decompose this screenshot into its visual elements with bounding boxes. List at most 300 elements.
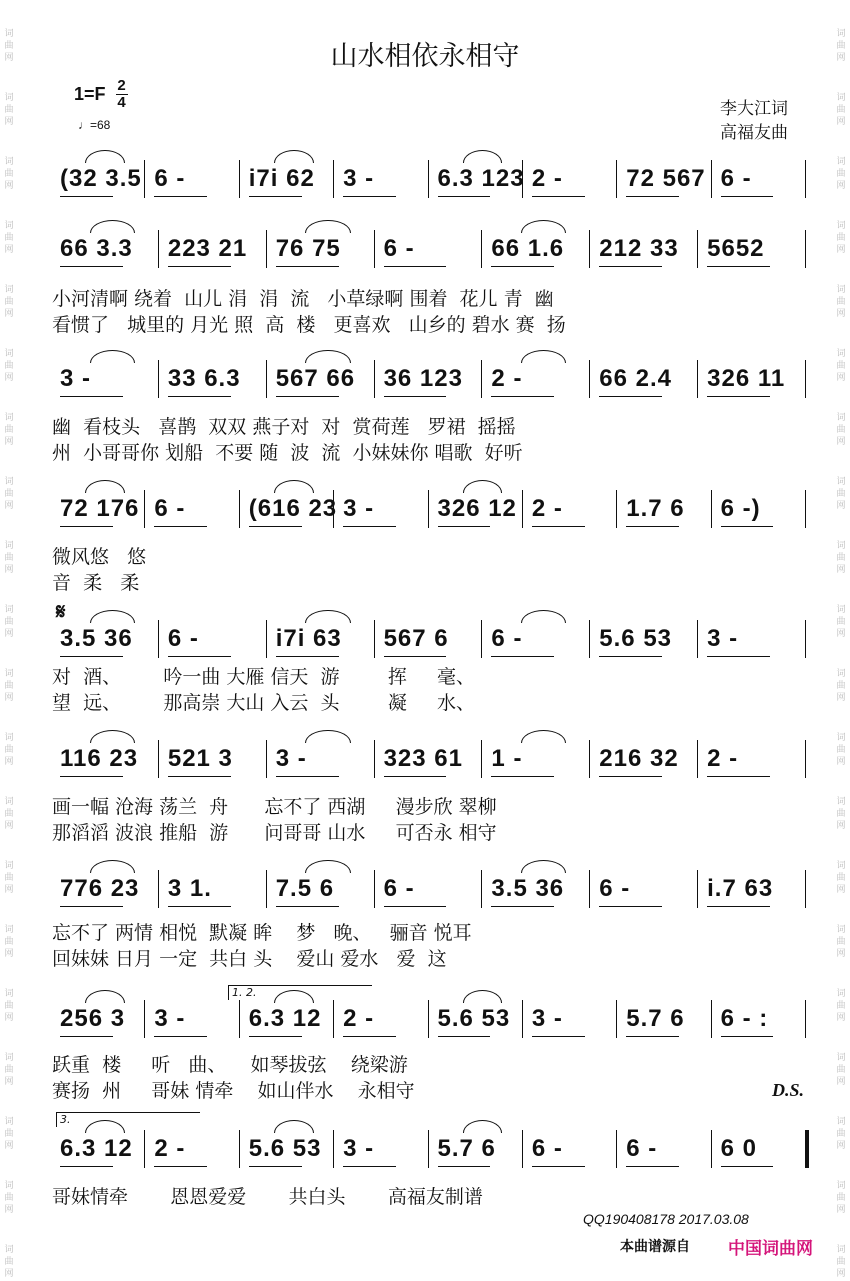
beam-line	[60, 1036, 113, 1037]
beam-line	[60, 266, 123, 267]
measure: 72 176	[60, 495, 140, 522]
barline	[158, 740, 159, 778]
barline	[158, 870, 159, 908]
measure: 6 -	[167, 625, 199, 652]
beam-line	[276, 656, 339, 657]
watermark-glyphs: 词 曲 网	[4, 925, 14, 959]
measure: i7i 63	[275, 625, 342, 652]
measure: 256 3	[60, 1005, 126, 1032]
score-row	[52, 1124, 807, 1174]
measure: 6 - :	[720, 1005, 769, 1032]
tie-arc	[521, 220, 566, 233]
beam-line	[384, 396, 447, 397]
measure: 6 -	[599, 875, 631, 902]
final-barline	[805, 1130, 809, 1168]
barline	[158, 620, 159, 658]
barline	[805, 360, 806, 398]
tie-arc	[521, 730, 566, 743]
beam-line	[60, 1166, 113, 1167]
watermark-glyphs: 词 曲 网	[836, 349, 846, 383]
composer: 高福友曲	[720, 123, 788, 143]
watermark-glyphs: 词 曲 网	[4, 93, 14, 127]
barline	[481, 360, 482, 398]
watermark-glyphs: 词 曲 网	[836, 1245, 846, 1279]
lyric-line: 回妹妹 日月 一定 共白 头 爱山 爱水 爱 这	[52, 948, 447, 970]
measure: (32 3.5	[60, 165, 142, 192]
beam-line	[249, 526, 302, 527]
watermark-glyphs: 词 曲 网	[836, 157, 846, 191]
beam-line	[276, 906, 339, 907]
barline	[374, 740, 375, 778]
watermark-glyphs: 词 曲 网	[836, 925, 846, 959]
measure: 6.3 123	[437, 165, 525, 192]
beam-line	[491, 266, 554, 267]
tie-arc	[90, 220, 135, 233]
tie-arc	[274, 480, 314, 493]
lyric-line: 对 酒、 吟一曲 大雁 信天 游 挥 毫、	[52, 666, 476, 688]
watermark-glyphs: 词 曲 网	[4, 1117, 14, 1151]
beam-line	[154, 1036, 207, 1037]
lyric-line: 画一幅 沧海 荡兰 舟 忘不了 西湖 漫步欣 翠柳	[52, 796, 497, 818]
measure: 7.5 6	[275, 875, 335, 902]
barline	[697, 740, 698, 778]
barline	[805, 1000, 806, 1038]
watermark-glyphs: 词 曲 网	[836, 541, 846, 575]
barline	[266, 360, 267, 398]
measure: 567 66	[275, 365, 356, 392]
footer-brand: 中国词曲网	[728, 1239, 813, 1259]
barline	[333, 490, 334, 528]
tie-arc	[463, 480, 503, 493]
beam-line	[599, 656, 662, 657]
beam-line	[384, 266, 447, 267]
tie-arc	[274, 1120, 314, 1133]
beam-line	[60, 526, 113, 527]
watermark-glyphs: 词 曲 网	[4, 541, 14, 575]
beam-line	[60, 396, 123, 397]
song-title: 山水相依永相守	[330, 41, 520, 72]
beam-line	[491, 906, 554, 907]
watermark-glyphs: 词 曲 网	[836, 93, 846, 127]
beam-line	[154, 196, 207, 197]
barline	[158, 230, 159, 268]
barline	[805, 160, 806, 198]
beam-line	[438, 196, 491, 197]
beam-line	[343, 526, 396, 527]
tie-arc	[305, 220, 350, 233]
measure: 6 -	[491, 625, 523, 652]
lyric-line: 望 远、 那高崇 大山 入云 头 凝 水、	[52, 692, 476, 714]
beam-line	[626, 196, 679, 197]
measure: i7i 62	[248, 165, 315, 192]
barline	[805, 870, 806, 908]
watermark-glyphs: 词 曲 网	[4, 221, 14, 255]
measure: 5.6 53	[437, 1005, 511, 1032]
watermark-left	[0, 0, 18, 1281]
watermark-glyphs: 词 曲 网	[4, 157, 14, 191]
score-row	[52, 354, 807, 404]
beam-line	[60, 656, 123, 657]
tie-arc	[274, 150, 314, 163]
barline	[616, 490, 617, 528]
tie-arc	[521, 860, 566, 873]
barline	[481, 870, 482, 908]
barline	[589, 620, 590, 658]
barline	[333, 1000, 334, 1038]
barline	[239, 1130, 240, 1168]
volta-3: 3.	[56, 1112, 200, 1127]
barline	[711, 1000, 712, 1038]
watermark-glyphs: 词 曲 网	[4, 29, 14, 63]
lyric-line: 音 柔 柔	[52, 572, 140, 594]
beam-line	[384, 656, 447, 657]
watermark-glyphs: 词 曲 网	[836, 413, 846, 447]
measure: 323 61	[383, 745, 463, 772]
tie-arc	[463, 1120, 503, 1133]
watermark-glyphs: 词 曲 网	[4, 605, 14, 639]
barline	[481, 740, 482, 778]
tempo-marking: ♩=68	[78, 118, 111, 132]
barline	[522, 490, 523, 528]
beam-line	[599, 776, 662, 777]
tie-arc	[90, 860, 135, 873]
measure: 116 23	[60, 745, 139, 772]
beam-line	[384, 906, 447, 907]
watermark-glyphs: 词 曲 网	[4, 989, 14, 1023]
lyric-line: 跃重 楼 听 曲、 如琴拔弦 绕梁游	[52, 1054, 408, 1076]
beam-line	[168, 266, 231, 267]
measure: 6 -	[383, 235, 415, 262]
barline	[711, 1130, 712, 1168]
barline	[239, 160, 240, 198]
barline	[374, 230, 375, 268]
measure: 36 123	[383, 365, 463, 392]
watermark-right	[832, 0, 850, 1281]
barline	[144, 490, 145, 528]
measure: 2 -	[531, 495, 563, 522]
barline	[697, 870, 698, 908]
beam-line	[707, 396, 770, 397]
beam-line	[249, 1036, 302, 1037]
watermark-glyphs: 词 曲 网	[836, 29, 846, 63]
tie-arc	[305, 730, 350, 743]
measure: 3 -	[343, 1135, 375, 1162]
tie-arc	[521, 350, 566, 363]
beam-line	[168, 906, 231, 907]
tie-arc	[521, 610, 566, 623]
score-row	[52, 734, 807, 784]
barline	[144, 160, 145, 198]
time-signature: $\frac{2}{4}$	[117, 77, 126, 111]
beam-line	[532, 1166, 585, 1167]
beam-line	[438, 526, 491, 527]
measure: 5.6 53	[599, 625, 673, 652]
beam-line	[438, 1166, 491, 1167]
beam-line	[626, 1036, 679, 1037]
measure: 3 -	[707, 625, 739, 652]
beam-line	[707, 266, 770, 267]
measure: 6 -)	[720, 495, 761, 522]
barline	[805, 490, 806, 528]
tie-arc	[305, 610, 350, 623]
watermark-glyphs: 词 曲 网	[836, 1053, 846, 1087]
tie-arc	[305, 860, 350, 873]
lyric-line: 哥妹情牵 恩恩爱爱 共白头 高福友制谱	[52, 1186, 483, 1208]
barline	[616, 1000, 617, 1038]
lyric-line: 看惯了 城里的 月光 照 高 楼 更喜欢 山乡的 碧水 赛 扬	[52, 314, 566, 336]
watermark-glyphs: 词 曲 网	[4, 477, 14, 511]
barline	[589, 230, 590, 268]
measure: 66 3.3	[60, 235, 133, 262]
barline	[522, 1130, 523, 1168]
measure: (616 23	[248, 495, 338, 522]
beam-line	[626, 526, 679, 527]
barline	[333, 1130, 334, 1168]
measure: 6 0	[720, 1135, 757, 1162]
barline	[266, 740, 267, 778]
watermark-glyphs: 词 曲 网	[836, 477, 846, 511]
measure: 66 2.4	[599, 365, 673, 392]
lyric-line: 那滔滔 波浪 推船 游 问哥哥 山水 可否永 相守	[52, 822, 497, 844]
measure: 6 -	[154, 165, 186, 192]
beam-line	[491, 656, 554, 657]
barline	[711, 490, 712, 528]
beam-line	[721, 1166, 774, 1167]
measure: 1 -	[491, 745, 523, 772]
lyric-line: 忘不了 两情 相悦 默凝 眸 梦 晚、 骊音 悦耳	[52, 922, 472, 944]
tie-arc	[305, 350, 350, 363]
measure: 2 -	[531, 165, 563, 192]
beam-line	[343, 196, 396, 197]
beam-line	[249, 1166, 302, 1167]
tie-arc	[90, 350, 135, 363]
watermark-glyphs: 词 曲 网	[4, 285, 14, 319]
measure: 521 3	[167, 745, 233, 772]
barline	[805, 620, 806, 658]
measure: 567 6	[383, 625, 449, 652]
beam-line	[60, 906, 123, 907]
measure: 223 21	[167, 235, 248, 262]
beam-line	[491, 776, 554, 777]
lyric-line: 微风悠 悠	[52, 546, 147, 568]
tie-arc	[85, 150, 125, 163]
barline	[428, 160, 429, 198]
measure: 2 -	[707, 745, 739, 772]
barline	[239, 490, 240, 528]
measure: 6 -	[154, 495, 186, 522]
barline	[697, 360, 698, 398]
measure: i.7 63	[707, 875, 774, 902]
watermark-glyphs: 词 曲 网	[836, 1181, 846, 1215]
measure: 1.7 6	[626, 495, 685, 522]
watermark-glyphs: 词 曲 网	[836, 989, 846, 1023]
barline	[522, 160, 523, 198]
barline	[428, 1130, 429, 1168]
score-row	[52, 614, 807, 664]
barline	[589, 360, 590, 398]
watermark-glyphs: 词 曲 网	[836, 285, 846, 319]
measure: 216 32	[599, 745, 679, 772]
measure: 72 567	[626, 165, 706, 192]
measure: 6.3 12	[248, 1005, 322, 1032]
barline	[428, 1000, 429, 1038]
beam-line	[532, 1036, 585, 1037]
beam-line	[276, 776, 339, 777]
watermark-glyphs: 词 曲 网	[836, 221, 846, 255]
barline	[266, 870, 267, 908]
watermark-glyphs: 词 曲 网	[4, 797, 14, 831]
key-signature	[74, 78, 128, 111]
score-row	[52, 224, 807, 274]
barline	[266, 620, 267, 658]
barline	[428, 490, 429, 528]
measure: 3 -	[154, 1005, 186, 1032]
barline	[481, 230, 482, 268]
measure: 2 -	[343, 1005, 375, 1032]
beam-line	[721, 196, 774, 197]
lyric-line: 州 小哥哥你 划船 不要 随 波 流 小妹妹你 唱歌 好听	[52, 442, 523, 464]
measure: 212 33	[599, 235, 679, 262]
beam-line	[721, 526, 774, 527]
barline	[374, 620, 375, 658]
watermark-glyphs: 词 曲 网	[4, 861, 14, 895]
barline	[374, 360, 375, 398]
barline	[711, 160, 712, 198]
measure: 3 -	[343, 495, 375, 522]
measure: 5.6 53	[248, 1135, 322, 1162]
beam-line	[626, 1166, 679, 1167]
beam-line	[707, 656, 770, 657]
measure: 6 -	[531, 1135, 563, 1162]
watermark-glyphs: 词 曲 网	[836, 797, 846, 831]
measure: 3 -	[531, 1005, 563, 1032]
tie-arc	[85, 990, 125, 1003]
tie-arc	[463, 150, 503, 163]
beam-line	[384, 776, 447, 777]
measure: 33 6.3	[167, 365, 241, 392]
measure: 776 23	[60, 875, 140, 902]
measure: 6 -	[720, 165, 752, 192]
beam-line	[154, 526, 207, 527]
measure: 76 75	[275, 235, 341, 262]
watermark-glyphs: 词 曲 网	[4, 1053, 14, 1087]
measure: 6.3 12	[60, 1135, 133, 1162]
measure: 5.7 6	[626, 1005, 685, 1032]
watermark-glyphs: 词 曲 网	[836, 669, 846, 703]
barline	[616, 160, 617, 198]
footer-source-label: 本曲谱源自	[620, 1239, 690, 1255]
beam-line	[343, 1036, 396, 1037]
watermark-glyphs: 词 曲 网	[4, 669, 14, 703]
measure: 2 -	[491, 365, 523, 392]
beam-line	[60, 196, 113, 197]
score-row	[52, 154, 807, 204]
watermark-glyphs: 词 曲 网	[4, 349, 14, 383]
measure: 6 -	[383, 875, 415, 902]
dal-segno: D.S.	[771, 1080, 804, 1100]
score-row	[52, 864, 807, 914]
barline	[144, 1000, 145, 1038]
lyric-line: 幽 看枝头 喜鹊 双双 燕子对 对 赏荷莲 罗裙 摇摇	[52, 416, 516, 438]
barline	[158, 360, 159, 398]
barline	[697, 620, 698, 658]
barline	[805, 740, 806, 778]
measure: 5652	[707, 235, 765, 262]
barline	[589, 870, 590, 908]
barline	[374, 870, 375, 908]
tie-arc	[85, 480, 125, 493]
measure: 5.7 6	[437, 1135, 496, 1162]
barline	[481, 620, 482, 658]
volta-1-2: 1. 2.	[228, 985, 372, 1000]
barline	[697, 230, 698, 268]
barline	[522, 1000, 523, 1038]
watermark-glyphs: 词 曲 网	[4, 1181, 14, 1215]
measure: 6 -	[626, 1135, 658, 1162]
segno-sign: 𝄋	[56, 600, 66, 625]
beam-line	[721, 1036, 774, 1037]
watermark-glyphs: 词 曲 网	[4, 1245, 14, 1279]
watermark-glyphs: 词 曲 网	[836, 861, 846, 895]
beam-line	[343, 1166, 396, 1167]
barline	[266, 230, 267, 268]
lyricist: 李大江词	[720, 99, 788, 119]
beam-line	[491, 396, 554, 397]
watermark-glyphs: 词 曲 网	[836, 1117, 846, 1151]
beam-line	[599, 906, 662, 907]
barline	[144, 1130, 145, 1168]
barline	[239, 1000, 240, 1038]
beam-line	[599, 396, 662, 397]
tie-arc	[463, 990, 503, 1003]
beam-line	[438, 1036, 491, 1037]
score-row	[52, 994, 807, 1044]
measure: 326 11	[707, 365, 786, 392]
beam-line	[707, 906, 770, 907]
measure: 3 -	[60, 365, 92, 392]
measure: 3 -	[275, 745, 307, 772]
beam-line	[532, 526, 585, 527]
beam-line	[599, 266, 662, 267]
measure: 3.5 36	[491, 875, 565, 902]
measure: 2 -	[154, 1135, 186, 1162]
watermark-glyphs: 词 曲 网	[836, 733, 846, 767]
barline	[589, 740, 590, 778]
measure: 3.5 36	[60, 625, 133, 652]
barline	[805, 230, 806, 268]
beam-line	[249, 196, 302, 197]
beam-line	[707, 776, 770, 777]
beam-line	[276, 266, 339, 267]
beam-line	[168, 656, 231, 657]
tie-arc	[90, 610, 135, 623]
watermark-glyphs: 词 曲 网	[4, 413, 14, 447]
footer-id: QQ190408178 2017.03.08	[583, 1211, 749, 1227]
measure: 66 1.6	[491, 235, 565, 262]
barline	[333, 160, 334, 198]
lyric-line: 赛扬 州 哥妹 情牵 如山伴水 永相守	[52, 1080, 415, 1102]
beam-line	[154, 1166, 207, 1167]
beam-line	[168, 776, 231, 777]
measure: 326 12	[437, 495, 517, 522]
measure: 3 -	[343, 165, 375, 192]
watermark-glyphs: 词 曲 网	[836, 605, 846, 639]
barline	[616, 1130, 617, 1168]
measure: 3 1.	[167, 875, 212, 902]
beam-line	[532, 196, 585, 197]
beam-line	[60, 776, 123, 777]
beam-line	[276, 396, 339, 397]
